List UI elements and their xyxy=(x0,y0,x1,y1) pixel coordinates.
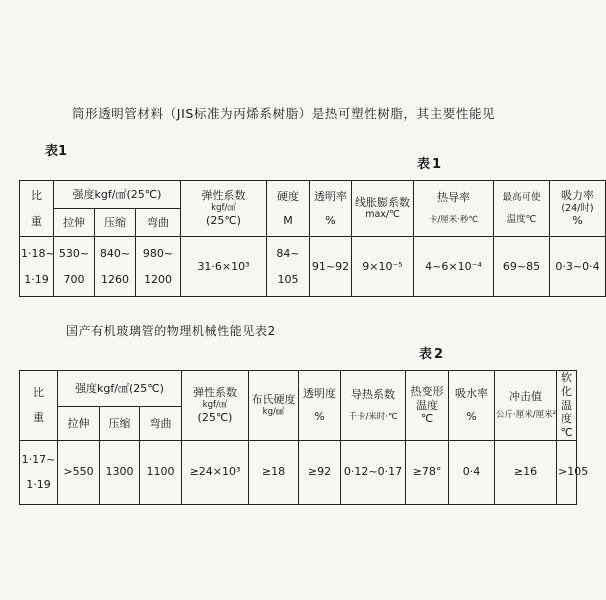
cell-brinell: ≥18 xyxy=(249,440,299,504)
cell-transmit: 91~92 xyxy=(310,237,352,297)
header-bi: 比 重 xyxy=(20,371,58,441)
header-elastic: 弹性系数 kgf/㎠ (25℃) xyxy=(182,371,249,441)
header-tensile: 拉伸 xyxy=(58,407,100,441)
cell-transparency: ≥92 xyxy=(299,440,341,504)
cell-bend: 1100 xyxy=(140,440,182,504)
header-conduct: 导热系数 千卡/米时·℃ xyxy=(341,371,406,441)
cell-compress: 1300 xyxy=(100,440,140,504)
header-heat: 热导率 卡/厘米·秒℃ xyxy=(414,181,494,237)
header-bend: 弯曲 xyxy=(136,209,181,237)
table-row xyxy=(20,440,577,504)
cell-deform: ≥78° xyxy=(406,440,449,504)
cell-bi: 1·17~ 1·19 xyxy=(20,440,58,504)
header-bend: 弯曲 xyxy=(140,407,182,441)
cell-heat: 4~6×10⁻⁴ xyxy=(414,237,494,297)
header-brinell: 布氏硬度 kg/㎟ xyxy=(249,371,299,441)
header-absorb: 吸力率 (24/时) % xyxy=(550,181,606,237)
cell-hardness: 84~ 105 xyxy=(267,237,310,297)
header-expand: 线胀膨系数 max/℃ xyxy=(352,181,414,237)
left-table-label: 表1 xyxy=(45,144,68,159)
header-bi: 比 重 xyxy=(20,181,54,237)
table2-caption: 表2 xyxy=(419,347,446,362)
header-elastic: 弹性系数 kgf/㎠ (25℃) xyxy=(181,181,267,237)
header-maxtemp: 最高可使 温度℃ xyxy=(494,181,550,237)
cell-impact: ≥16 xyxy=(495,440,557,504)
table-row xyxy=(20,237,606,297)
table1-caption: 表1 xyxy=(417,157,444,172)
header-deform: 热变形温度 ℃ xyxy=(406,371,449,441)
cell-absorb: 0·4 xyxy=(449,440,495,504)
header-transparency: 透明度 % xyxy=(299,371,341,441)
cell-expand: 9×10⁻⁵ xyxy=(352,237,414,297)
cell-bi: 1·18~ 1·19 xyxy=(20,237,54,297)
cell-tensile: >550 xyxy=(58,440,100,504)
cell-compress: 840~ 1260 xyxy=(95,237,136,297)
header-strength: 强度kgf/㎠(25℃) xyxy=(54,181,181,209)
table-2 xyxy=(19,370,589,505)
header-transmit: 透明率 % xyxy=(310,181,352,237)
cell-elastic: 31·6×10³ xyxy=(181,237,267,297)
cell-tensile: 530~ 700 xyxy=(54,237,95,297)
header-tensile: 拉伸 xyxy=(54,209,95,237)
cell-conduct: 0·12~0·17 xyxy=(341,440,406,504)
header-compress: 压缩 xyxy=(95,209,136,237)
header-absorb: 吸水率 % xyxy=(449,371,495,441)
header-impact: 冲击值 公斤·厘米/厘米² xyxy=(495,371,557,441)
header-hardness: 硬度 M xyxy=(267,181,310,237)
cell-soften: >105 xyxy=(557,440,577,504)
cell-bend: 980~ 1200 xyxy=(136,237,181,297)
cell-maxtemp: 69~85 xyxy=(494,237,550,297)
header-strength: 强度kgf/㎠(25℃) xyxy=(58,371,182,407)
header-soften: 软化温度 ℃ xyxy=(557,371,577,441)
cell-absorb: 0·3~0·4 xyxy=(550,237,606,297)
cell-elastic: ≥24×10³ xyxy=(182,440,249,504)
table2-title: 国产有机玻璃管的物理机械性能见表2 xyxy=(66,324,276,338)
table-1 xyxy=(19,180,606,297)
intro-text: 筒形透明管材料（JIS标准为丙烯系树脂）是热可塑性树脂，其主要性能见 xyxy=(72,106,496,121)
header-compress: 压缩 xyxy=(100,407,140,441)
